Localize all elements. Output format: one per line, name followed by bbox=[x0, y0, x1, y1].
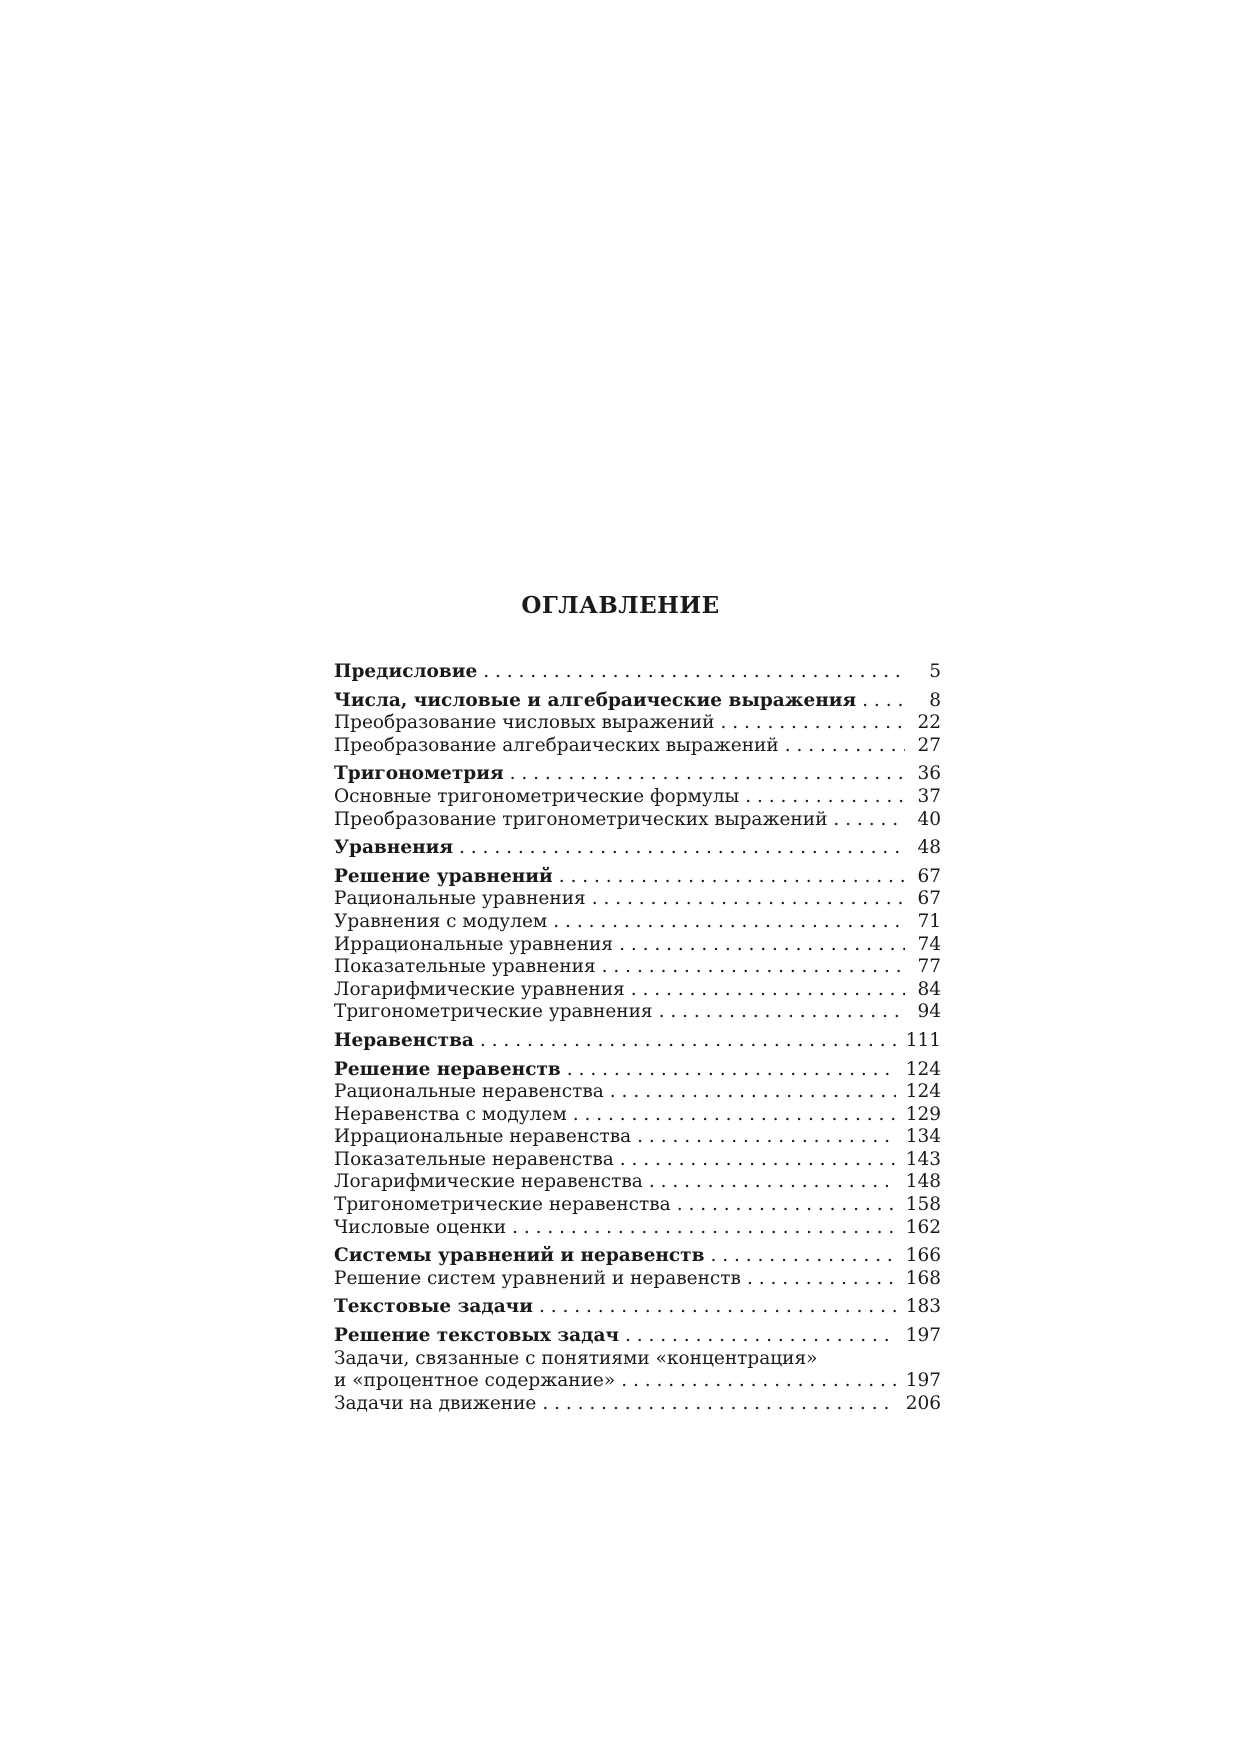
toc-entry-solving-systems[interactable] bbox=[334, 1268, 941, 1291]
toc-entry-page: 8 bbox=[929, 689, 941, 711]
toc-entry-page: 36 bbox=[917, 763, 941, 785]
toc-entry-label: Решение текстовых задач bbox=[334, 1325, 619, 1347]
dot-leader bbox=[779, 735, 905, 758]
toc-entry-trig-inequalities[interactable] bbox=[334, 1194, 941, 1217]
toc-entry-label: Задачи на движение bbox=[334, 1392, 537, 1414]
dot-leader bbox=[547, 911, 905, 934]
toc-entry-page: 111 bbox=[905, 1029, 941, 1051]
dot-leader bbox=[619, 1325, 896, 1348]
dot-leader bbox=[739, 786, 905, 809]
toc-entry-page: 77 bbox=[917, 956, 941, 978]
toc-entry-label: Преобразование алгебраических выражений bbox=[334, 734, 779, 756]
dot-leader bbox=[714, 712, 905, 735]
dot-leader bbox=[613, 934, 905, 957]
toc-entry-trigonometry[interactable] bbox=[334, 763, 941, 786]
dot-leader bbox=[561, 1059, 896, 1082]
dot-leader bbox=[506, 1217, 896, 1240]
toc-entry-solving-word-problems[interactable] bbox=[334, 1325, 941, 1348]
dot-leader bbox=[625, 979, 905, 1002]
toc-entry-page: 124 bbox=[905, 1058, 941, 1080]
toc-entry-concentration[interactable] bbox=[334, 1370, 941, 1393]
toc-entry-irrational-equations[interactable] bbox=[334, 934, 941, 957]
toc-entry-page: 134 bbox=[905, 1126, 941, 1148]
dot-leader bbox=[567, 1104, 896, 1127]
toc-entry-label: Показательные уравнения bbox=[334, 956, 596, 978]
toc-entry-page: 197 bbox=[905, 1325, 941, 1347]
toc-entry-label: Рациональные уравнения bbox=[334, 888, 586, 910]
page-title: ОГЛАВЛЕНИЕ bbox=[521, 592, 720, 619]
dot-leader bbox=[453, 837, 905, 860]
dot-leader bbox=[596, 956, 905, 979]
dot-leader bbox=[856, 690, 905, 713]
toc-entry-label: Иррациональные уравнения bbox=[334, 933, 614, 955]
toc-entry-page: 71 bbox=[917, 910, 941, 932]
toc-entry-page: 74 bbox=[917, 933, 941, 955]
dot-leader bbox=[741, 1268, 896, 1291]
toc-entry-page: 40 bbox=[917, 808, 941, 830]
toc-entry-label: Решение неравенств bbox=[334, 1058, 561, 1080]
dot-leader bbox=[671, 1194, 896, 1217]
toc-entry-label: Преобразование числовых выражений bbox=[334, 712, 715, 734]
toc-entry-label: Неравенства bbox=[334, 1029, 474, 1051]
toc-entry-trig-transform[interactable] bbox=[334, 809, 941, 832]
toc-entry-page: 206 bbox=[905, 1392, 941, 1414]
toc-entry-page: 67 bbox=[917, 888, 941, 910]
toc-entry-label: Показательные неравенства bbox=[334, 1148, 614, 1170]
dot-leader bbox=[827, 809, 905, 832]
toc-entry-label: Решение систем уравнений и неравенств bbox=[334, 1267, 741, 1289]
dot-leader bbox=[653, 1001, 905, 1024]
toc-entry-label: Тригонометрия bbox=[334, 763, 504, 785]
toc-entry-solving-inequalities[interactable] bbox=[334, 1059, 941, 1082]
toc-entry-label: Системы уравнений и неравенств bbox=[334, 1245, 705, 1267]
dot-leader bbox=[536, 1393, 895, 1416]
toc-entry-label: Тригонометрические уравнения bbox=[334, 1001, 653, 1023]
toc-entry-label: Неравенства с модулем bbox=[334, 1103, 567, 1125]
dot-leader bbox=[586, 888, 905, 911]
toc-entry-motion-problems[interactable] bbox=[334, 1393, 941, 1416]
dot-leader bbox=[631, 1126, 896, 1149]
toc-entry-label: Числовые оценки bbox=[334, 1216, 507, 1238]
toc-entry-irrational-inequalities[interactable] bbox=[334, 1126, 941, 1149]
toc-entry-numbers-expressions[interactable] bbox=[334, 690, 941, 713]
dot-leader bbox=[474, 1030, 896, 1053]
toc-entry-label: Решение уравнений bbox=[334, 865, 553, 887]
dot-leader bbox=[477, 661, 905, 684]
toc-entry-trig-equations[interactable] bbox=[334, 1001, 941, 1024]
toc-entry-equations[interactable] bbox=[334, 837, 941, 860]
dot-leader bbox=[533, 1296, 896, 1319]
toc-entry-page: 48 bbox=[917, 837, 941, 859]
toc-entry-page: 22 bbox=[917, 712, 941, 734]
toc-entry-concentration-line1[interactable]: Задачи, связанные с понятиями «концентрация» bbox=[334, 1347, 818, 1369]
toc-entry-exponential-inequalities[interactable] bbox=[334, 1149, 941, 1172]
toc-entry-label: Логарифмические уравнения bbox=[334, 978, 625, 1000]
toc-entry-page: 67 bbox=[917, 865, 941, 887]
toc-entry-algebraic-transform[interactable] bbox=[334, 735, 941, 758]
dot-leader bbox=[615, 1370, 895, 1393]
toc-entry-word-problems[interactable] bbox=[334, 1296, 941, 1319]
toc-entry-label: Логарифмические неравенства bbox=[334, 1171, 643, 1193]
toc-entry-page: 168 bbox=[905, 1267, 941, 1289]
dot-leader bbox=[705, 1245, 896, 1268]
dot-leader bbox=[504, 763, 905, 786]
toc-entry-label: Преобразование тригонометрических выражений bbox=[334, 808, 828, 830]
toc-entry-label: Тригонометрические неравенства bbox=[334, 1194, 671, 1216]
toc-entry-trig-formulas[interactable] bbox=[334, 786, 941, 809]
toc-entry-solving-equations[interactable] bbox=[334, 866, 941, 889]
toc-entry-modulus-equations[interactable] bbox=[334, 911, 941, 934]
toc-entry-systems[interactable] bbox=[334, 1245, 941, 1268]
toc-entry-page: 166 bbox=[905, 1245, 941, 1267]
dot-leader bbox=[643, 1171, 896, 1194]
toc-entry-label: Текстовые задачи bbox=[334, 1296, 533, 1318]
table-of-contents bbox=[334, 661, 941, 1415]
toc-entry-numeric-transform[interactable] bbox=[334, 712, 941, 735]
toc-entry-inequalities[interactable] bbox=[334, 1030, 941, 1053]
toc-entry-label: и «процентное содержание» bbox=[334, 1370, 616, 1392]
toc-entry-page: 143 bbox=[905, 1148, 941, 1170]
toc-entry-page: 197 bbox=[905, 1370, 941, 1392]
toc-entry-preface[interactable] bbox=[334, 661, 941, 684]
toc-entry-exponential-equations[interactable] bbox=[334, 956, 941, 979]
dot-leader bbox=[614, 1149, 896, 1172]
toc-entry-rational-inequalities[interactable] bbox=[334, 1081, 941, 1104]
toc-entry-page: 84 bbox=[917, 978, 941, 1000]
toc-entry-page: 37 bbox=[917, 785, 941, 807]
toc-entry-label: Иррациональные неравенства bbox=[334, 1126, 632, 1148]
toc-entry-label: Уравнения bbox=[334, 837, 454, 859]
toc-entry-page: 5 bbox=[929, 661, 941, 682]
toc-entry-page: 162 bbox=[905, 1216, 941, 1238]
dot-leader bbox=[553, 866, 905, 889]
dot-leader bbox=[604, 1081, 896, 1104]
toc-entry-label: Предисловие bbox=[334, 661, 478, 682]
toc-entry-page: 148 bbox=[905, 1171, 941, 1193]
toc-entry-page: 27 bbox=[917, 734, 941, 756]
toc-entry-label: Числа, числовые и алгебраические выражения bbox=[334, 689, 857, 711]
toc-entry-label: Уравнения с модулем bbox=[334, 910, 548, 932]
toc-entry-modulus-inequalities[interactable] bbox=[334, 1104, 941, 1127]
toc-entry-page: 129 bbox=[905, 1103, 941, 1125]
toc-entry-label: Основные тригонометрические формулы bbox=[334, 785, 740, 807]
toc-entry-logarithmic-inequalities[interactable] bbox=[334, 1171, 941, 1194]
toc-entry-page: 94 bbox=[917, 1001, 941, 1023]
toc-entry-label: Рациональные неравенства bbox=[334, 1081, 604, 1103]
toc-entry-page: 183 bbox=[905, 1296, 941, 1318]
toc-entry-page: 158 bbox=[905, 1194, 941, 1216]
toc-entry-rational-equations[interactable] bbox=[334, 888, 941, 911]
toc-entry-logarithmic-equations[interactable] bbox=[334, 979, 941, 1002]
toc-entry-numeric-estimates[interactable] bbox=[334, 1217, 941, 1240]
toc-entry-page: 124 bbox=[905, 1081, 941, 1103]
